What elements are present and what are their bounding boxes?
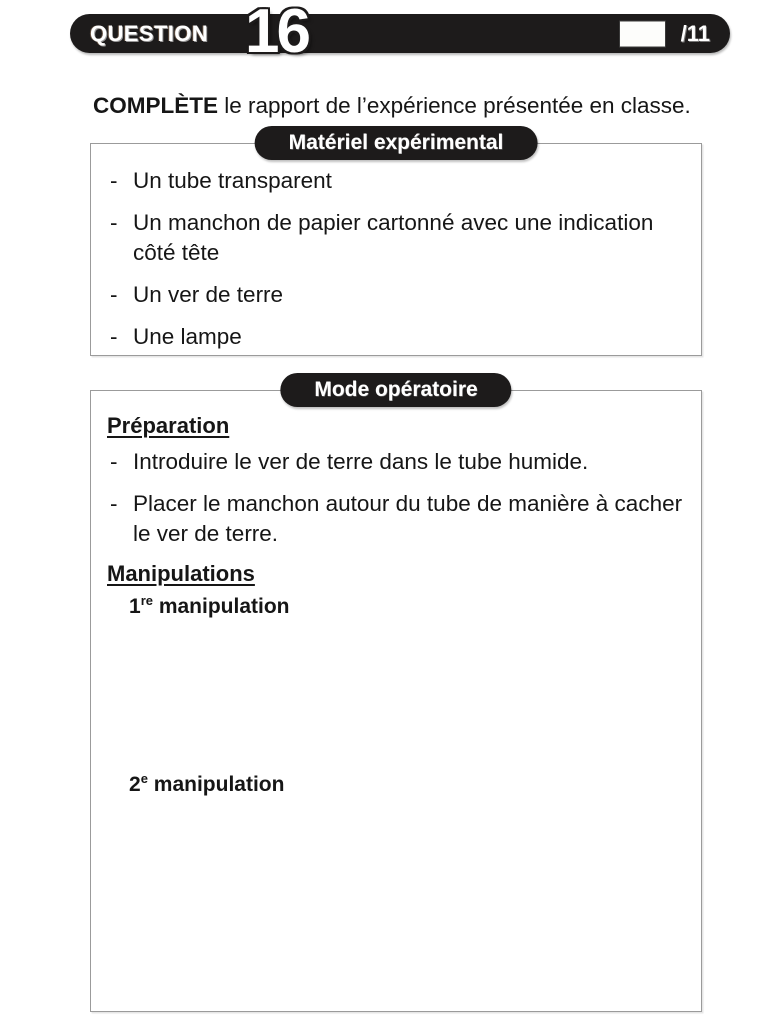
panel-mode-body <box>91 391 701 947</box>
panel-mode-operatoire <box>90 378 702 1012</box>
manipulation-2-number: 2 <box>129 773 141 796</box>
manipulation-1-label <box>129 595 685 619</box>
panel-materiel-title: Matériel expérimental <box>255 126 538 160</box>
panel-materiel-experimental <box>90 131 702 356</box>
manipulation-1-answer-area[interactable] <box>107 619 685 769</box>
panel-materiel-body <box>91 144 701 352</box>
list-item: - Un manchon de papier cartonné avec une indication côté tête <box>107 208 685 268</box>
preparation-heading: Préparation <box>107 413 230 438</box>
manipulation-2-answer-area[interactable] <box>107 797 685 947</box>
score-input-box[interactable] <box>619 20 666 47</box>
manipulation-1-ordinal: re <box>140 593 153 608</box>
panel-mode-title: Mode opératoire <box>280 373 511 407</box>
manipulation-2-label <box>129 773 685 797</box>
instruction-rest: le rapport de l’expérience présentée en classe. <box>218 92 691 118</box>
manipulation-1-number: 1 <box>129 595 141 618</box>
question-number: 16 <box>245 0 308 66</box>
list-item: - Un tube transparent <box>107 166 685 196</box>
preparation-list <box>107 447 685 549</box>
manipulation-1-text: manipulation <box>153 595 290 618</box>
list-item: - Un ver de terre <box>107 280 685 310</box>
materiel-list <box>107 166 685 352</box>
question-label: QUESTION <box>90 20 209 46</box>
instruction-text <box>93 91 708 121</box>
list-item: - Introduire le ver de terre dans le tube humide. <box>107 447 685 477</box>
score-total: /11 <box>680 20 710 46</box>
manipulation-2-ordinal: e <box>140 771 148 786</box>
manipulations-heading: Manipulations <box>107 561 255 586</box>
list-item: - Une lampe <box>107 322 685 352</box>
list-item: - Placer le manchon autour du tube de manière à cacher le ver de terre. <box>107 489 685 549</box>
manipulation-2-text: manipulation <box>147 773 285 796</box>
instruction-emphasis: COMPLÈTE <box>93 92 219 118</box>
question-header-bar <box>70 0 730 66</box>
